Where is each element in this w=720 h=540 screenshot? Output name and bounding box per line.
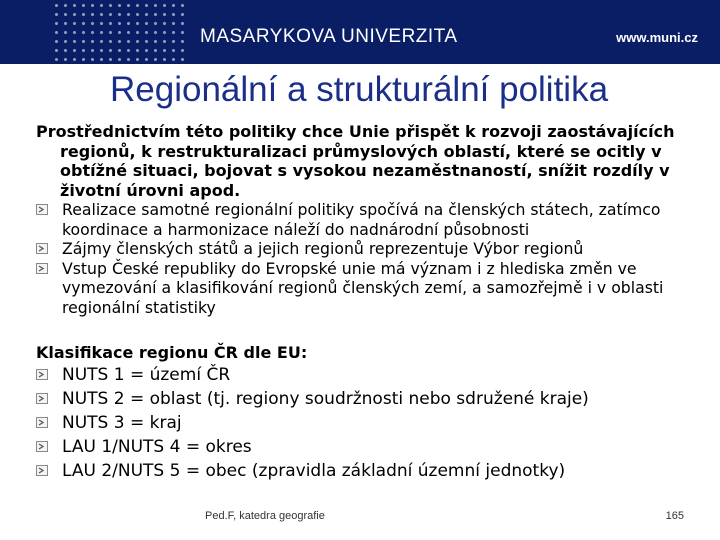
classification-text: LAU 1/NUTS 4 = okres [62, 437, 252, 458]
arrow-bullet-icon [36, 369, 48, 380]
arrow-bullet-icon [36, 393, 48, 404]
dot-pattern-logo [50, 0, 190, 64]
arrow-bullet-icon [36, 441, 48, 452]
list-item [36, 387, 686, 411]
arrow-bullet-icon [36, 465, 48, 476]
intro-paragraph: Prostřednictvím této politiky chce Unie přispět k rozvoji zaostávajících regionů, k restrukturalizaci průmyslových oblastí, které se ocitly v obtížné situaci, bojovat s vysokou nezaměstnaností, snížit rozdíly v životní úrovni apod. [36, 122, 675, 200]
slide-content [36, 122, 686, 484]
arrow-bullet-icon [36, 204, 48, 215]
page-number: 165 [665, 510, 684, 522]
list-item [36, 435, 686, 459]
footer-text: Ped.F, katedra geografie [205, 510, 325, 522]
website-link[interactable]: www.muni.cz [616, 30, 698, 45]
header-bar [0, 0, 720, 64]
list-item [36, 200, 686, 239]
list-item [36, 239, 686, 259]
classification-heading: Klasifikace regionu ČR dle EU: [36, 343, 308, 362]
classification-text: NUTS 2 = oblast (tj. regiony soudržnosti nebo sdružené kraje) [62, 388, 589, 409]
classification-list [36, 363, 686, 484]
bullet-text: Realizace samotné regionální politiky spočívá na členských státech, zatímco koordinace a harmonizace náleží do nadnárodní působnosti [62, 200, 661, 239]
arrow-bullet-icon [36, 243, 48, 254]
list-item [36, 411, 686, 435]
list-item [36, 259, 686, 318]
bullet-list [36, 200, 686, 317]
bullet-text: Vstup České republiky do Evropské unie má význam i z hlediska změn ve vymezování a klasifikování regionů členských zemí, a samozřejmě i v oblasti regionální statistiky [62, 258, 664, 317]
classification-text: LAU 2/NUTS 5 = obec (zpravidla základní územní jednotky) [62, 461, 566, 482]
university-name: MASARYKOVA UNIVERZITA [200, 26, 458, 47]
bullet-text: Zájmy členských států a jejich regionů reprezentuje Výbor regionů [62, 239, 584, 258]
arrow-bullet-icon [36, 417, 48, 428]
arrow-bullet-icon [36, 263, 48, 274]
classification-text: NUTS 3 = kraj [62, 412, 182, 433]
slide-title: Regionální a strukturální politika [110, 70, 609, 109]
classification-text: NUTS 1 = území ČR [62, 364, 231, 385]
list-item [36, 459, 686, 483]
list-item [36, 363, 686, 387]
